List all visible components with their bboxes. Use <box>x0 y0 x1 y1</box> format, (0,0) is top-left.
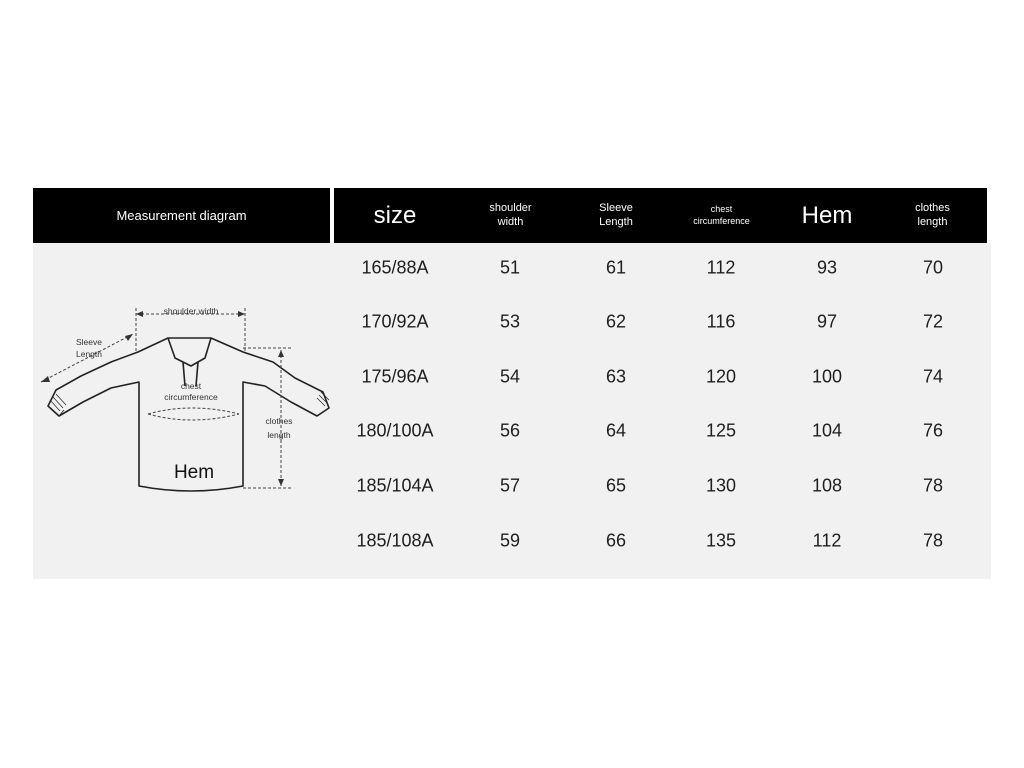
table-cell: 170/92A <box>361 311 429 332</box>
table-cell: 125 <box>705 420 737 441</box>
col-header-shoulder <box>456 188 565 243</box>
col-header-size-label: size <box>373 201 417 229</box>
table-cell: 130 <box>705 475 737 496</box>
chest-circumference-label-line1: chest <box>180 381 202 391</box>
table-cell: 180/100A <box>356 420 434 441</box>
table-cell: 93 <box>816 257 838 278</box>
table-cell: 54 <box>499 366 521 387</box>
sleeve-length-label-line2: Length <box>76 349 102 359</box>
table-cell: 59 <box>499 530 521 551</box>
clothes-length-label-line1: clothes <box>265 416 293 426</box>
measurement-diagram-title: Measurement diagram <box>116 208 247 223</box>
col-header-shoulder-label: shoulder width <box>489 201 532 228</box>
sleeve-length-label-line1: Sleeve <box>76 337 102 347</box>
col-header-sleeve <box>565 188 667 243</box>
table-cell: 97 <box>816 311 838 332</box>
table-cell: 135 <box>705 530 737 551</box>
chest-circumference-label-line2: circumference <box>164 392 218 402</box>
table-cell: 56 <box>499 420 521 441</box>
table-cell: 120 <box>705 366 737 387</box>
table-cell: 61 <box>605 257 627 278</box>
table-cell: 64 <box>605 420 627 441</box>
table-cell: 108 <box>811 475 843 496</box>
col-header-chest-label: chest circumference <box>693 204 750 226</box>
table-cell: 104 <box>811 420 843 441</box>
table-cell: 66 <box>605 530 627 551</box>
table-cell: 78 <box>922 475 944 496</box>
table-cell: 112 <box>706 257 736 278</box>
table-cell: 165/88A <box>361 257 429 278</box>
table-cell: 185/104A <box>356 475 434 496</box>
table-cell: 53 <box>499 311 521 332</box>
col-header-sleeve-label: Sleeve Length <box>599 201 633 228</box>
table-cell: 74 <box>922 366 944 387</box>
hoodie-measurement-diagram <box>33 290 333 500</box>
hem-label: Hem <box>173 462 215 483</box>
table-cell: 112 <box>812 530 842 551</box>
table-cell: 100 <box>811 366 843 387</box>
col-header-hem <box>776 188 878 243</box>
table-cell: 185/108A <box>356 530 434 551</box>
clothes-length-label-line2: length <box>267 430 291 440</box>
table-cell: 57 <box>499 475 521 496</box>
table-cell: 51 <box>499 257 521 278</box>
table-cell: 175/96A <box>361 366 429 387</box>
table-cell: 70 <box>922 257 944 278</box>
table-cell: 62 <box>605 311 627 332</box>
col-header-length-label: clothes length <box>915 201 950 228</box>
col-header-chest <box>667 188 776 243</box>
table-cell: 63 <box>605 366 627 387</box>
measurement-diagram-header <box>33 188 330 243</box>
shoulder-width-label: shoulder width <box>163 306 219 316</box>
col-header-length <box>878 188 987 243</box>
table-cell: 76 <box>922 420 944 441</box>
table-cell: 65 <box>605 475 627 496</box>
table-cell: 72 <box>922 311 944 332</box>
table-cell: 116 <box>706 311 736 332</box>
size-table-header <box>334 188 987 243</box>
col-header-size <box>334 188 456 243</box>
table-cell: 78 <box>922 530 944 551</box>
col-header-hem-label: Hem <box>801 201 853 229</box>
